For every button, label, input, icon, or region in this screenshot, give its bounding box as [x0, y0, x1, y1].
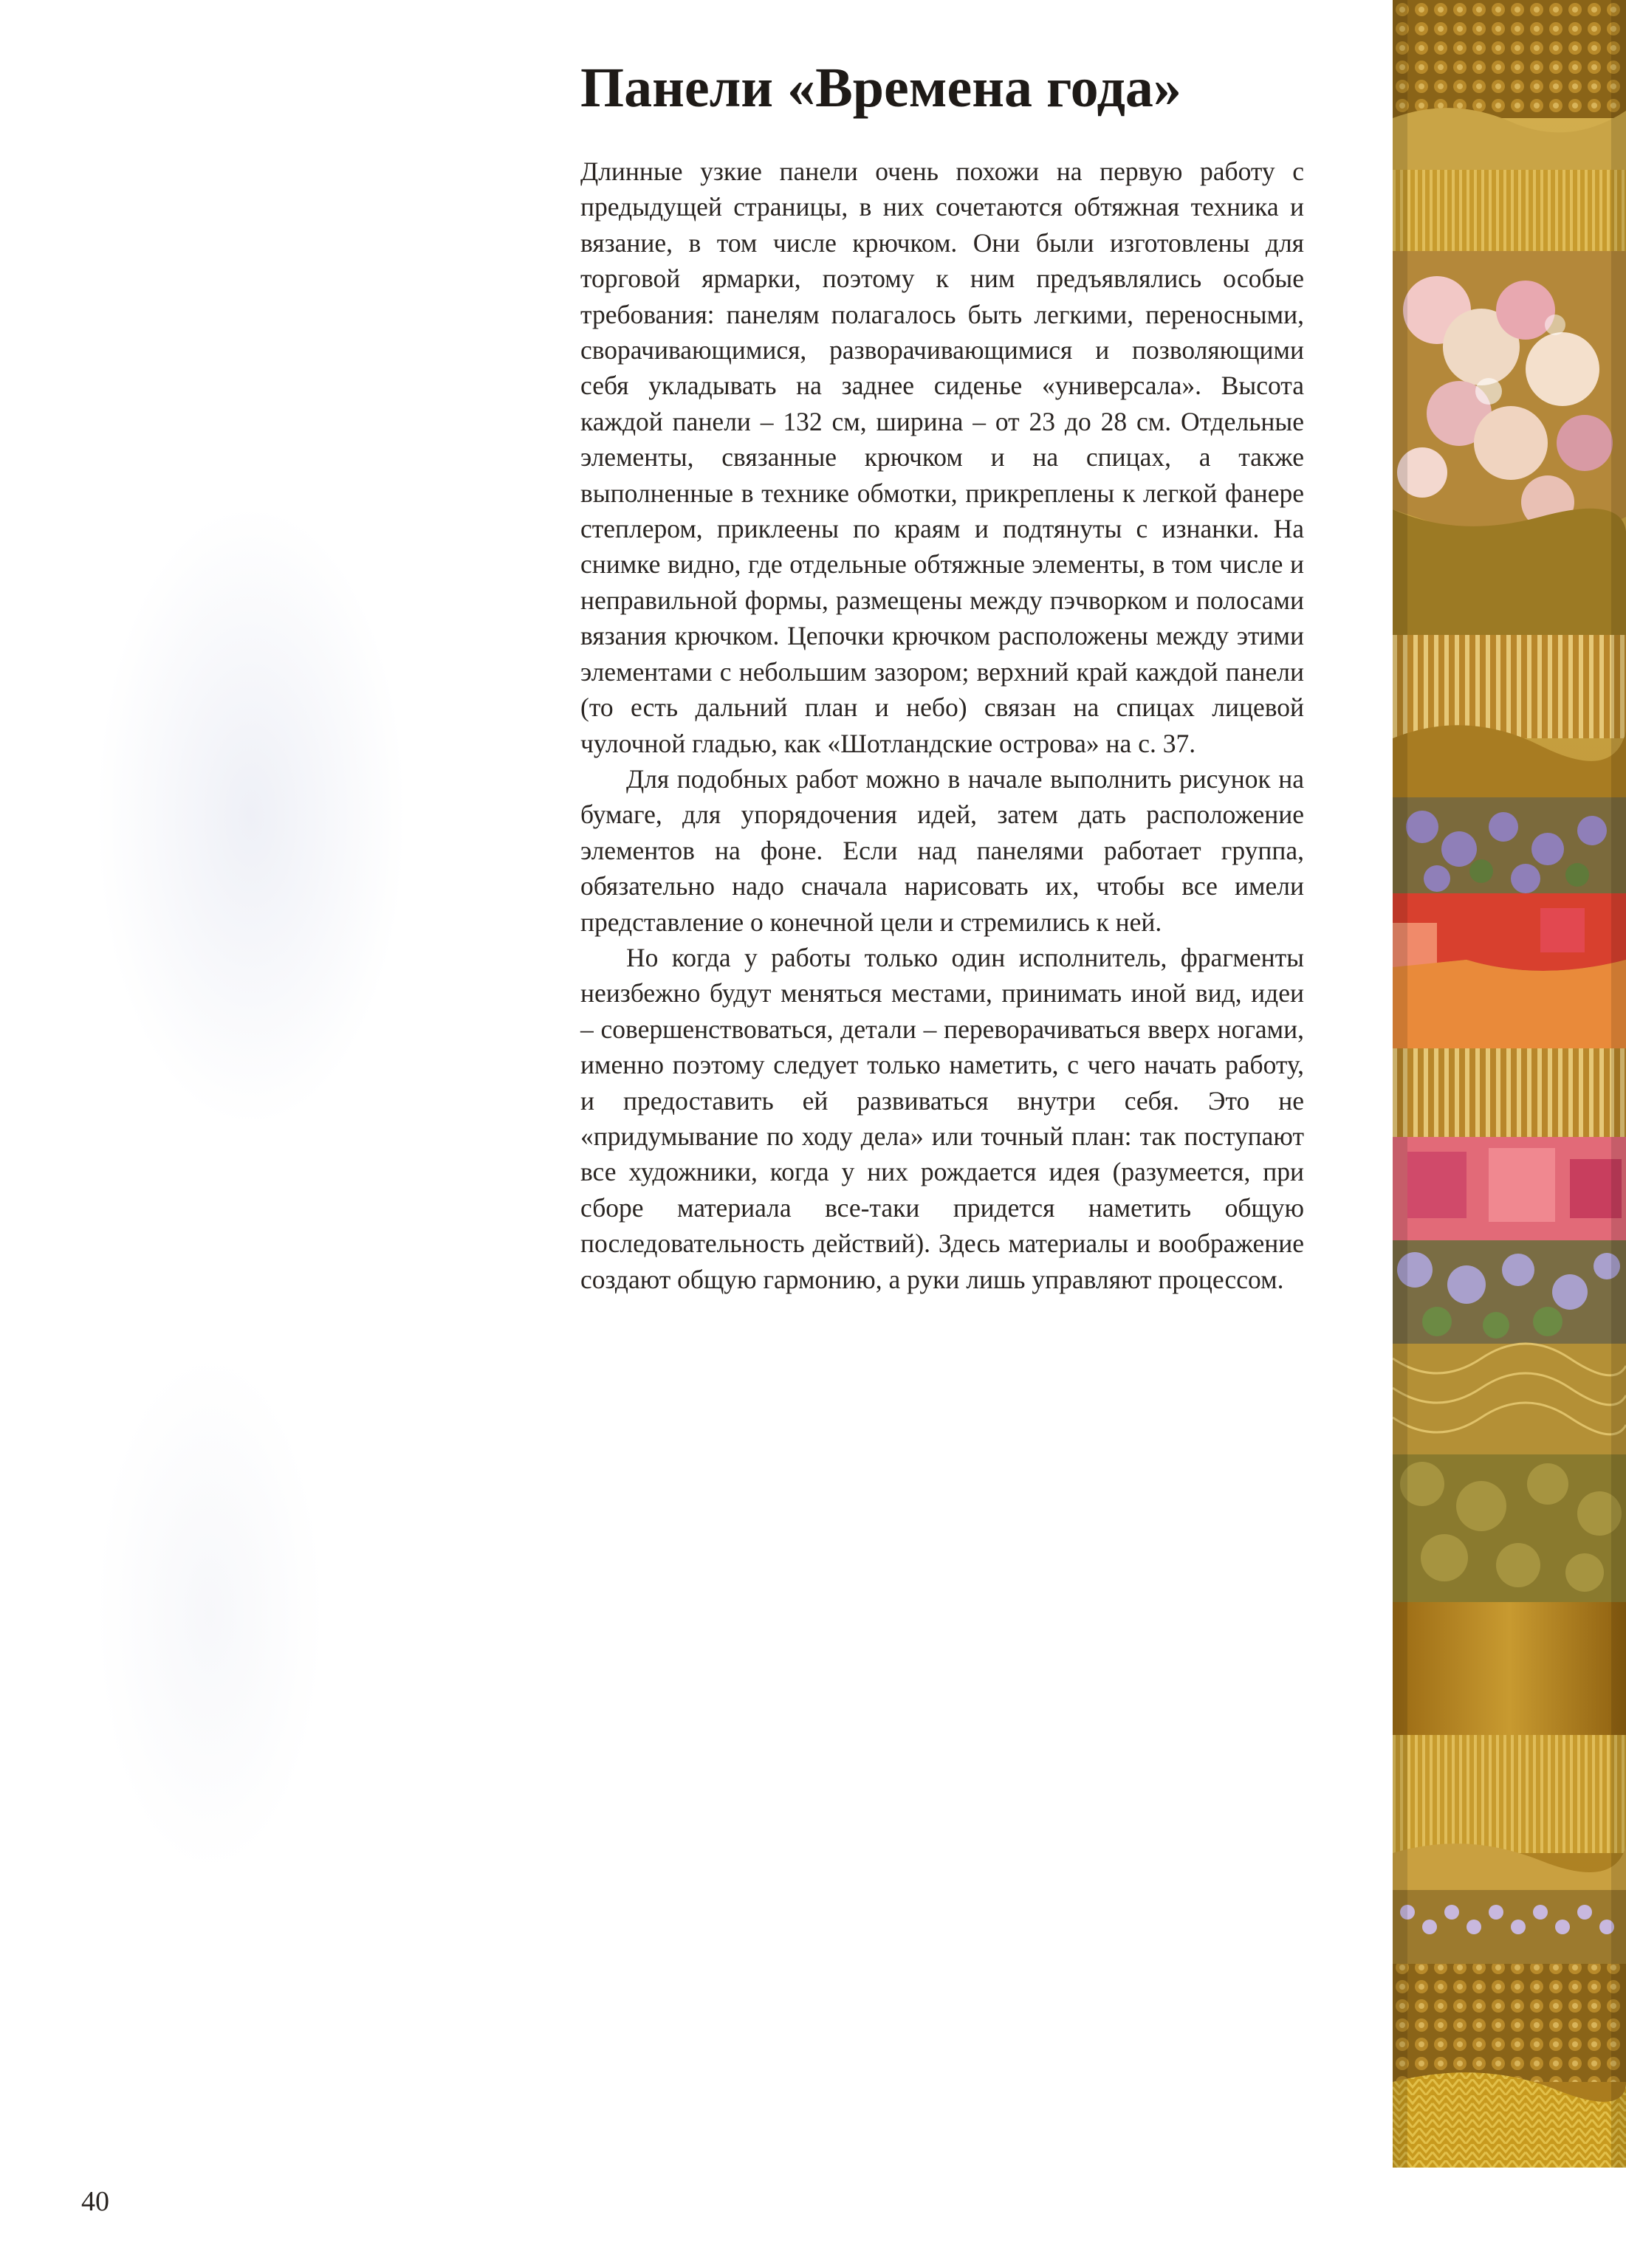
paragraph-2: Для подобных работ можно в начале выполнить рисунок на бумаге, для упорядочения идей, затем дать расположение элементов на фоне. Если над панелями работает группа, обязательно надо сначала нарисовать их, чтобы все имели представление о конечной цели и стремились к ней.	[580, 763, 1304, 937]
page-number: 40	[81, 2186, 109, 2217]
textile-panel-photo	[1393, 0, 1626, 2168]
textile-panel-illustration	[1393, 0, 1626, 2168]
paragraph-3: Но когда у работы только один исполнитель, фрагменты неизбежно будут меняться местами, принимать иной вид, идеи – совершенствоваться, детали – переворачиваться вверх ногами, именно поэтому следует только наметить, с чего начать работу, и предоставить ей развиваться внутри себя. Это не «придумывание по ходу дела» или точный план: так поступают все художники, когда у них рождается идея (разумеется, при сборе материала все-таки придется наметить общую последовательность действий). Здесь материалы и воображение создают общую гармонию, а руки лишь управляют процессом.	[580, 942, 1304, 1294]
page-title: Панели «Времена года»	[580, 57, 1181, 119]
article-body	[580, 154, 1304, 1297]
facing-page-bleed-through	[44, 118, 458, 2111]
paragraph-1: Длинные узкие панели очень похожи на первую работу с предыдущей страницы, в них сочетаются обтяжная техника и вязание, в том числе крючком. Они были изготовлены для торговой ярмарки, поэтому к ним предъявлялись особые требования: панелям полагалось быть легкими, переносными, сворачивающимися, разворачивающимися и позволяющими себя укладывать на заднее сиденье «универсала». Высота каждой панели – 132 см, ширина – от 23 до 28 см. Отдельные элементы, связанные крючком и на спицах, а также выполненные в технике обмотки, прикреплены к легкой фанере степлером, приклеены по краям и подтянуты с изнанки. На снимке видно, где отдельные обтяжные элементы, в том числе и неправильной формы, размещены между пэчворком и полосами вязания крючком. Цепочки крючком расположены между этими элементами с небольшим зазором; верхний край каждой панели (то есть дальний план и небо) связан на спицах лицевой чулочной гладью, как «Шотландские острова» на с. 37.	[580, 157, 1304, 758]
